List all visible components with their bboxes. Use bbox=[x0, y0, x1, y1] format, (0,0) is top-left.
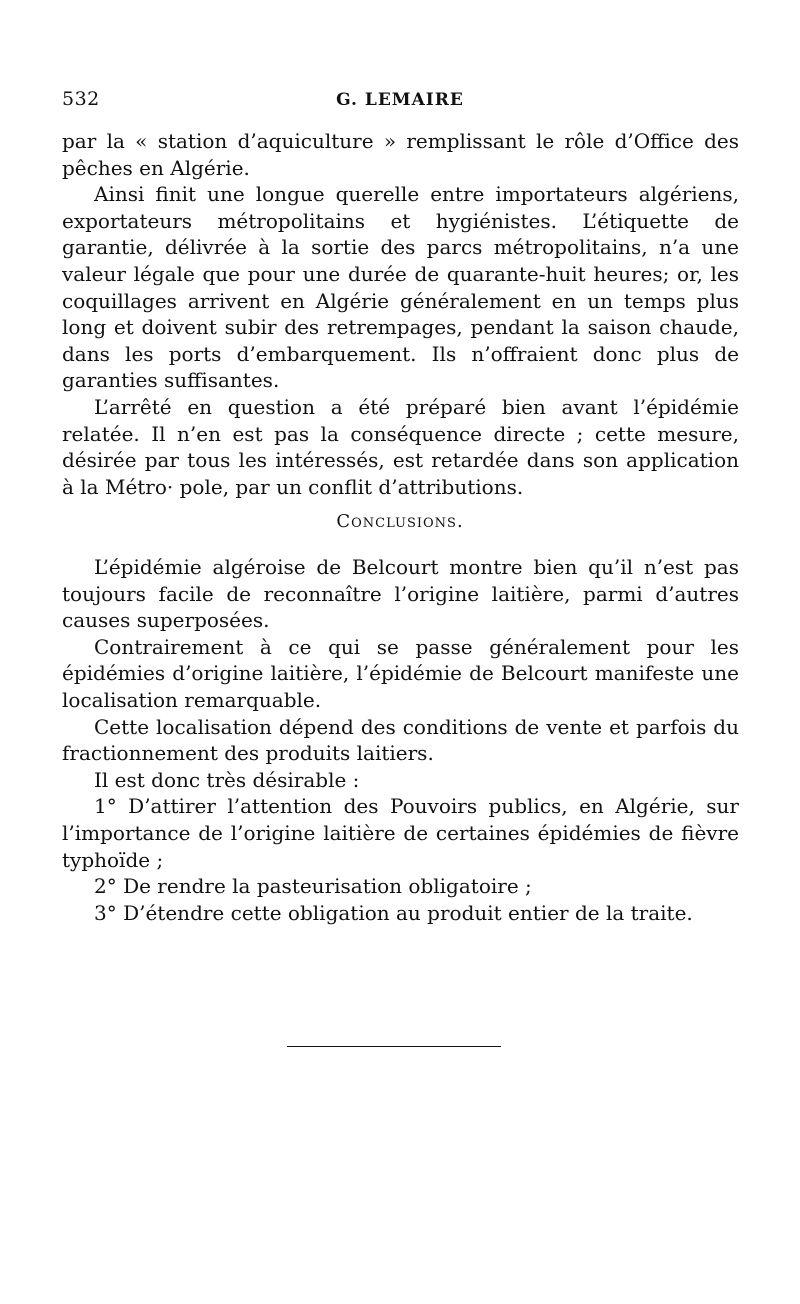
paragraph: Cette localisation dépend des conditions de vente et parfois du fractionnement des produits laitiers. bbox=[62, 714, 739, 766]
running-head-author: G. LEMAIRE bbox=[336, 90, 464, 110]
list-item: 2° De rendre la pasteurisation obligatoire ; bbox=[94, 874, 532, 899]
body-text-conclusions bbox=[62, 554, 739, 926]
section-title-conclusions: Conclusions. bbox=[336, 511, 464, 532]
paragraph: Il est donc très désirable : bbox=[94, 767, 360, 792]
body-text-before-conclusions bbox=[62, 128, 739, 500]
list-item: 1° D’attirer l’attention des Pouvoirs publics, en Algérie, sur l’importance de l’origine laitière de certaines épidémies de fièvre typhoïde ; bbox=[62, 794, 739, 872]
list-item: 3° D’étendre cette obligation au produit entier de la traite. bbox=[94, 900, 693, 925]
paragraph: L’arrêté en question a été préparé bien avant l’épidémie relatée. Il n’en est pas la conséquence directe ; cette mesure, désirée par tous les intéressés, est retardée dans son application à la Métro· pole, par un conflit d’attributions. bbox=[62, 394, 739, 499]
end-rule-divider bbox=[287, 1046, 501, 1047]
paragraph: par la « station d’aquiculture » remplissant le rôle d’Office des pêches en Algérie. bbox=[62, 129, 739, 180]
paragraph: Ainsi finit une longue querelle entre importateurs algériens, exportateurs métropolitains et hygiénistes. L’étiquette de garantie, délivrée à la sortie des parcs métropolitains, n’a une valeur légale que pour une durée de quarante-huit heures; or, les coquillages arrivent en Algérie généralement en un temps plus long et doivent subir des retrempages, pendant la saison chaude, dans les ports d’embarquement. Ils n’offraient donc plus de garanties suffisantes. bbox=[62, 182, 739, 393]
paragraph: L’épidémie algéroise de Belcourt montre bien qu’il n’est pas toujours facile de reconnaître l’origine laitière, parmi d’autres causes superposées. bbox=[62, 555, 739, 633]
paragraph: Contrairement à ce qui se passe généralement pour les épidémies d’origine laitière, l’épidémie de Belcourt manifeste une localisation remarquable. bbox=[62, 634, 739, 712]
page-number: 532 bbox=[62, 88, 100, 110]
